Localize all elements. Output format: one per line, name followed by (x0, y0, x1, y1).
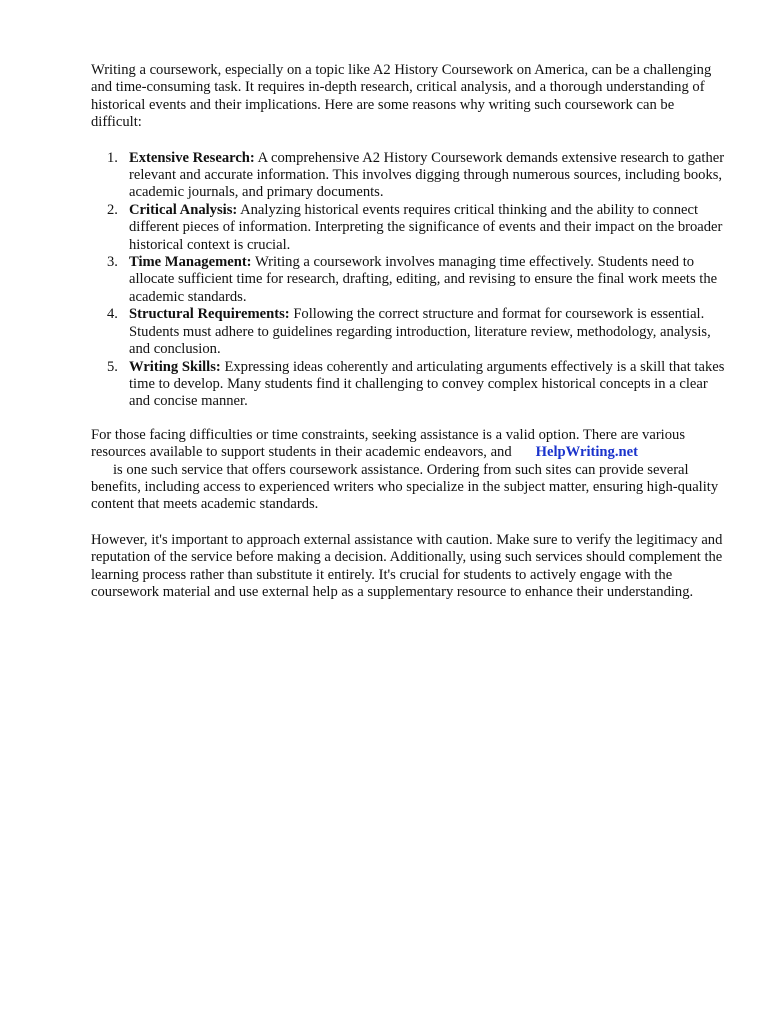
list-item-text: Analyzing historical events requires critical thinking and the ability to connect different pieces of information. Interpreting the significance of events and their impact on the broader historical context is crucial. (129, 201, 723, 253)
list-item-number: 4. (107, 306, 118, 323)
list-item (91, 150, 725, 202)
intro-paragraph: Writing a coursework, especially on a topic like A2 History Coursework on America, can be a challenging and time-consuming task. It requires in-depth research, critical analysis, and a thorough understanding of historical events and their implications. Here are some reasons why writing such coursework can be difficult: (91, 62, 712, 131)
list-item-number: 1. (107, 149, 118, 166)
list-item-term: Critical Analysis: (129, 201, 238, 218)
list-item-text: Expressing ideas coherently and articulating arguments effectively is a skill that takes time to develop. Many students find it challenging to convey complex historical concepts in a clear and concise manner. (129, 358, 725, 410)
list-item-text: Writing a coursework involves managing time effectively. Students need to allocate sufficient time for research, drafting, editing, and revising to ensure the final work meets the academic standards. (129, 254, 718, 305)
list-item (91, 359, 725, 411)
list-item-term: Writing Skills: (129, 358, 221, 375)
list-item (91, 254, 725, 306)
list-item-text: Following the correct structure and format for coursework is essential. Students must adhere to guidelines regarding introduction, literature review, methodology, analysis, and conclusion. (129, 306, 711, 358)
assistance-text-after: is one such service that offers coursework assistance. Ordering from such sites can provide several benefits, including access to experienced writers who specialize in the subject matter, ensuring high-quality content that meets academic standards. (91, 461, 719, 513)
list-item-term: Time Management: (129, 254, 252, 271)
list-item-number: 5. (107, 358, 118, 375)
document-page (91, 62, 725, 601)
assistance-paragraph (91, 427, 725, 514)
list-item-text: A comprehensive A2 History Coursework demands extensive research to gather relevant and accurate information. This involves digging through numerous sources, including books, academic journals, and primary documents. (129, 149, 725, 201)
list-item-term: Structural Requirements: (129, 306, 290, 323)
list-item-number: 2. (107, 201, 118, 218)
helpwriting-link[interactable]: HelpWriting.net (535, 444, 638, 461)
reasons-list (91, 150, 725, 411)
list-item (91, 202, 725, 254)
list-item (91, 306, 725, 358)
list-item-number: 3. (107, 254, 118, 271)
list-item-term: Extensive Research: (129, 149, 255, 166)
caution-paragraph: However, it's important to approach external assistance with caution. Make sure to verify the legitimacy and reputation of the service before making a decision. Additionally, using such services should complement the learning process rather than substitute it entirely. It's crucial for students to actively engage with the coursework material and use external help as a supplementary resource to enhance their understanding. (91, 531, 723, 600)
assistance-text-before: For those facing difficulties or time constraints, seeking assistance is a valid option. There are various resources available to support students in their academic endeavors, and (91, 426, 686, 461)
